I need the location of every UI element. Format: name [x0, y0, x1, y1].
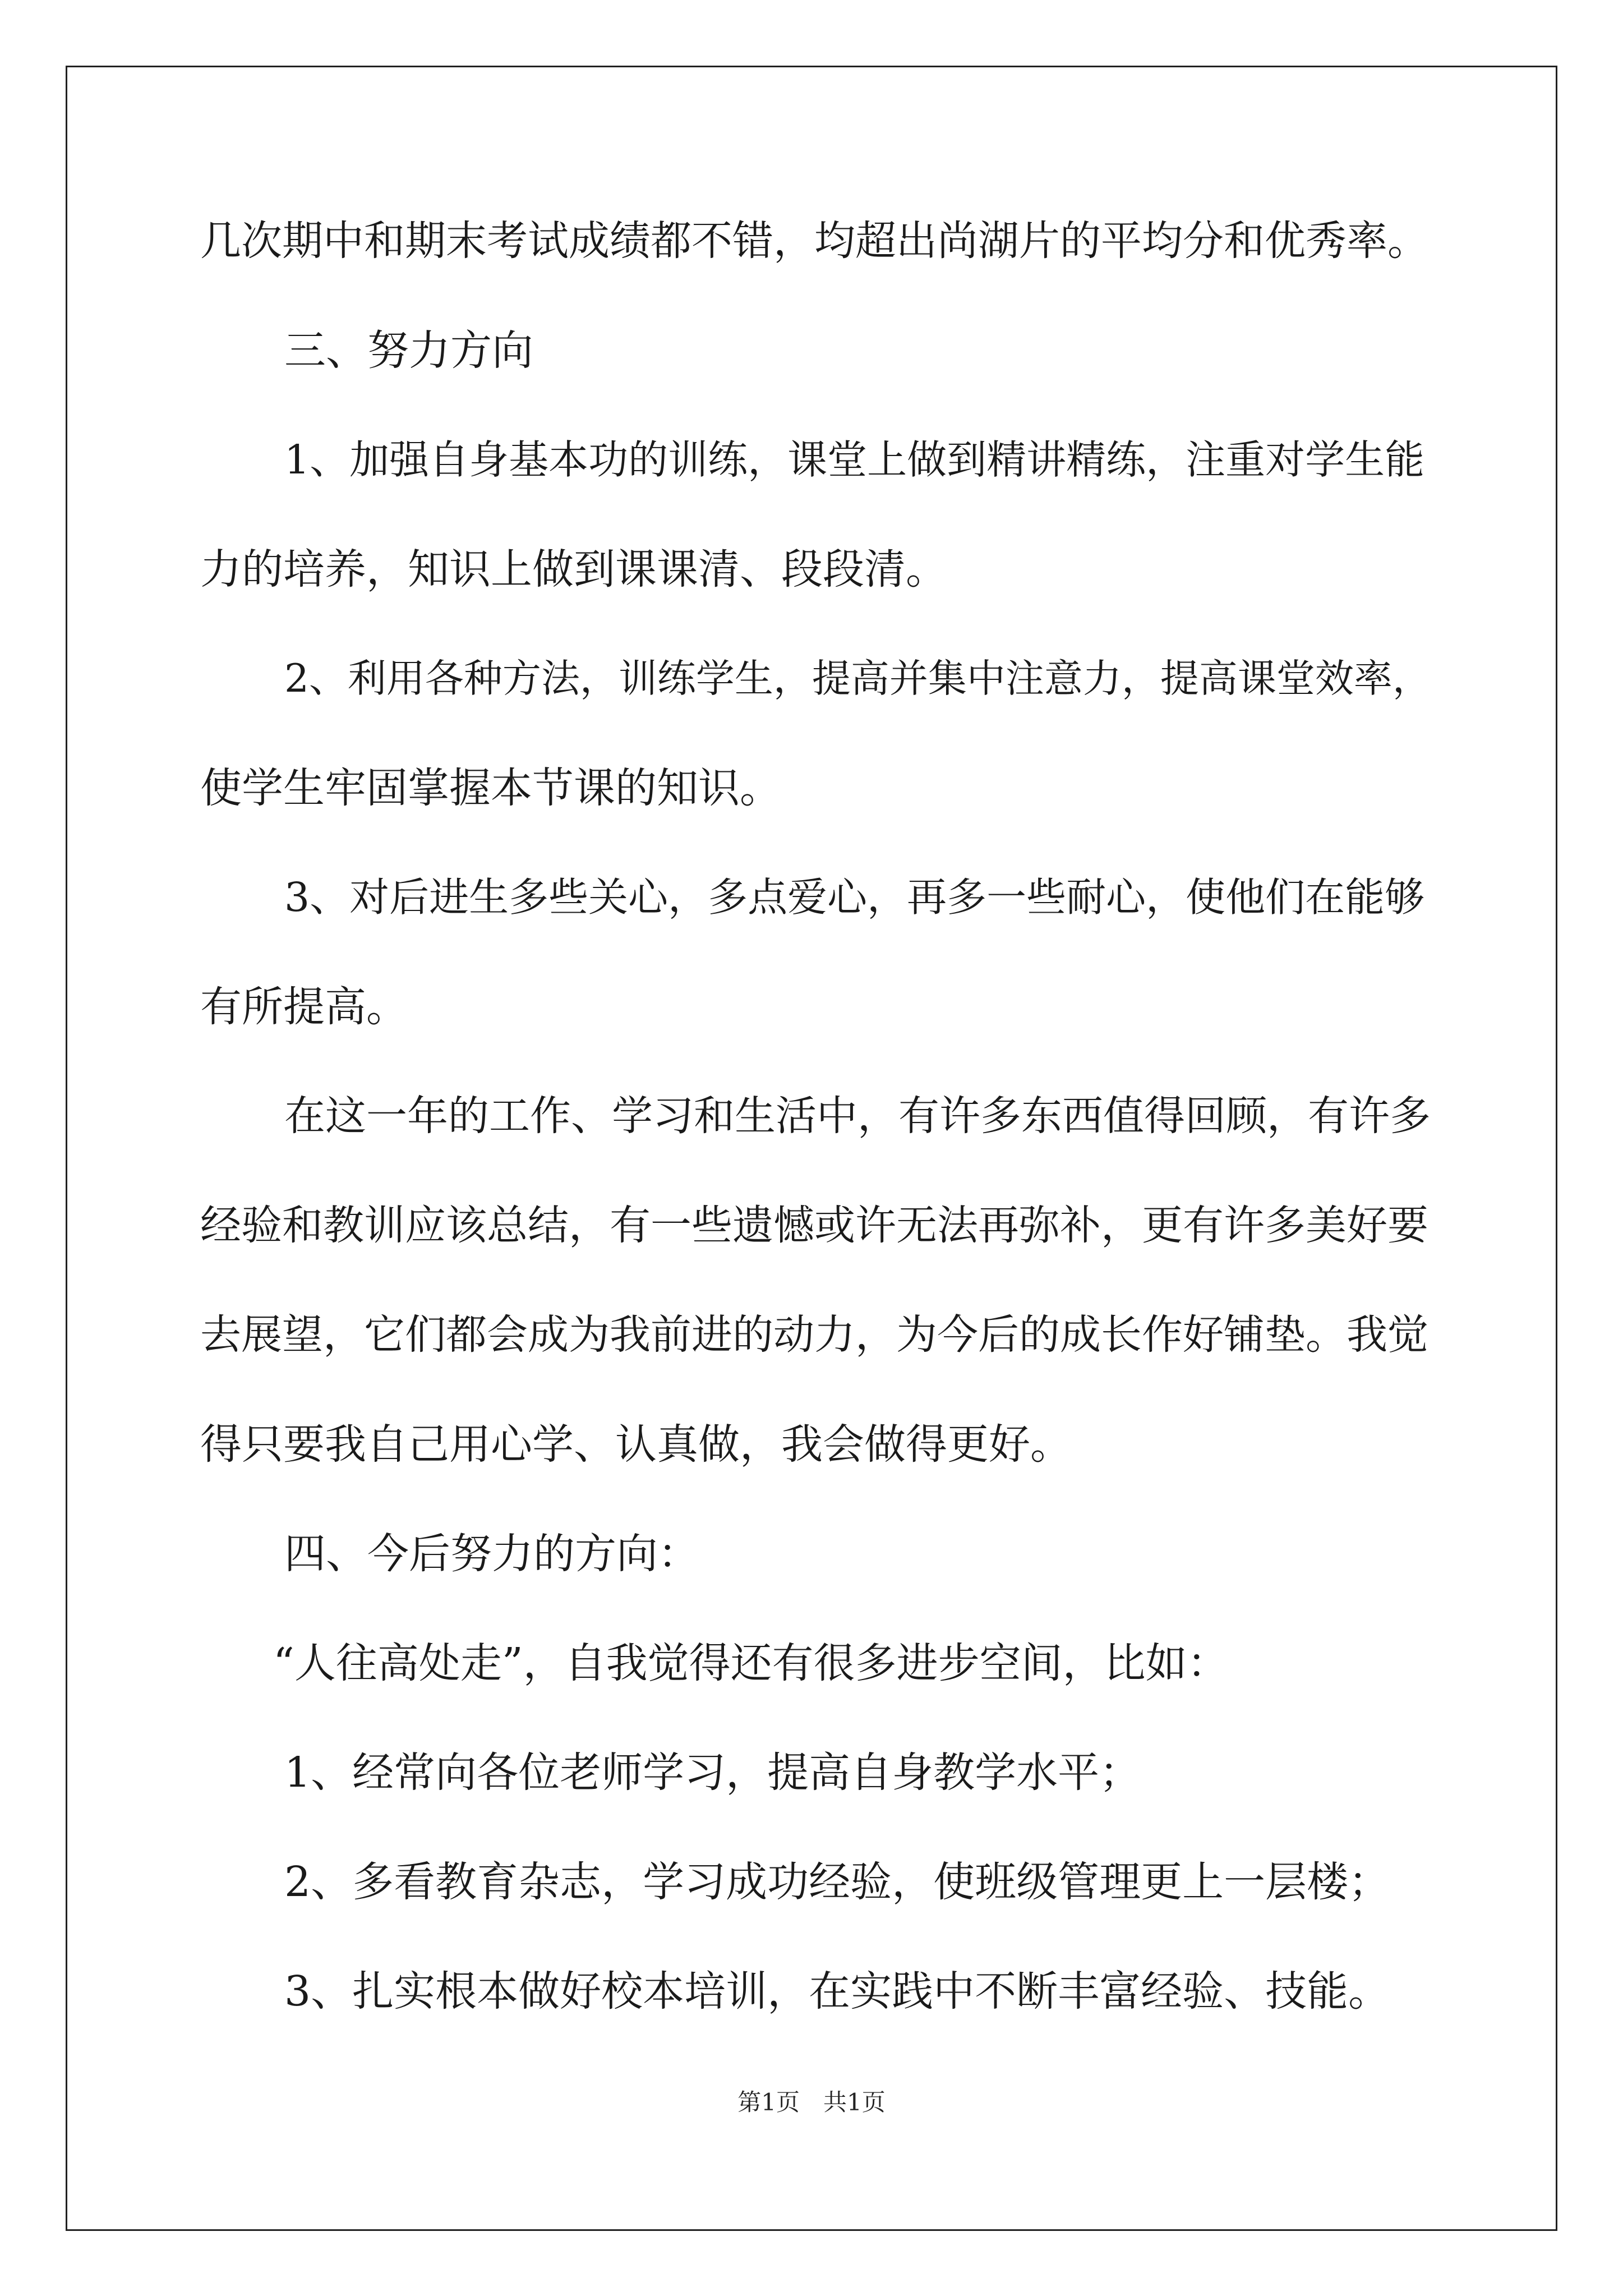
text-line: 得只要我自己用心学、认真做，我会做得更好。 [200, 1420, 1072, 1469]
section-heading: 三、努力方向 [284, 326, 533, 375]
text-line: 2、利用各种方法，训练学生，提高并集中注意力，提高课堂效率， [284, 656, 1431, 701]
list-item: 1、经常向各位老师学习，提高自身教学水平； [284, 1749, 1141, 1797]
text-line: 有所提高。 [200, 983, 408, 1031]
section-heading: 四、今后努力的方向： [284, 1530, 699, 1578]
text-line: 3、对后进生多些关心，多点爱心，再多一些耐心，使他们在能够 [284, 874, 1425, 921]
text-line: 力的培养，知识上做到课课清、段段清。 [200, 545, 947, 593]
text-line: “人往高处走”，自我觉得还有很多进步空间，比如： [273, 1639, 1229, 1687]
text-line: 1、加强自身基本功的训练，课堂上做到精讲精练，注重对学生能 [284, 436, 1425, 483]
list-item: 3、扎实根本做好校本培训，在实践中不断丰富经验、技能。 [284, 1967, 1390, 2016]
text-line: 使学生牢固掌握本节课的知识。 [200, 764, 781, 812]
text-line: 去展望，它们都会成为我前进的动力，为今后的成长作好铺垫。我觉 [200, 1311, 1428, 1359]
text-line: 几次期中和期末考试成绩都不错，均超出尚湖片的平均分和优秀率。 [200, 217, 1428, 265]
list-item: 2、多看教育杂志，学习成功经验，使班级管理更上一层楼； [284, 1858, 1390, 1906]
page-number: 第1页 共1页 [737, 2088, 886, 2116]
text-line: 在这一年的工作、学习和生活中，有许多东西值得回顾，有许多 [284, 1092, 1431, 1140]
text-line: 经验和教训应该总结，有一些遗憾或许无法再弥补，更有许多美好要 [200, 1202, 1428, 1249]
